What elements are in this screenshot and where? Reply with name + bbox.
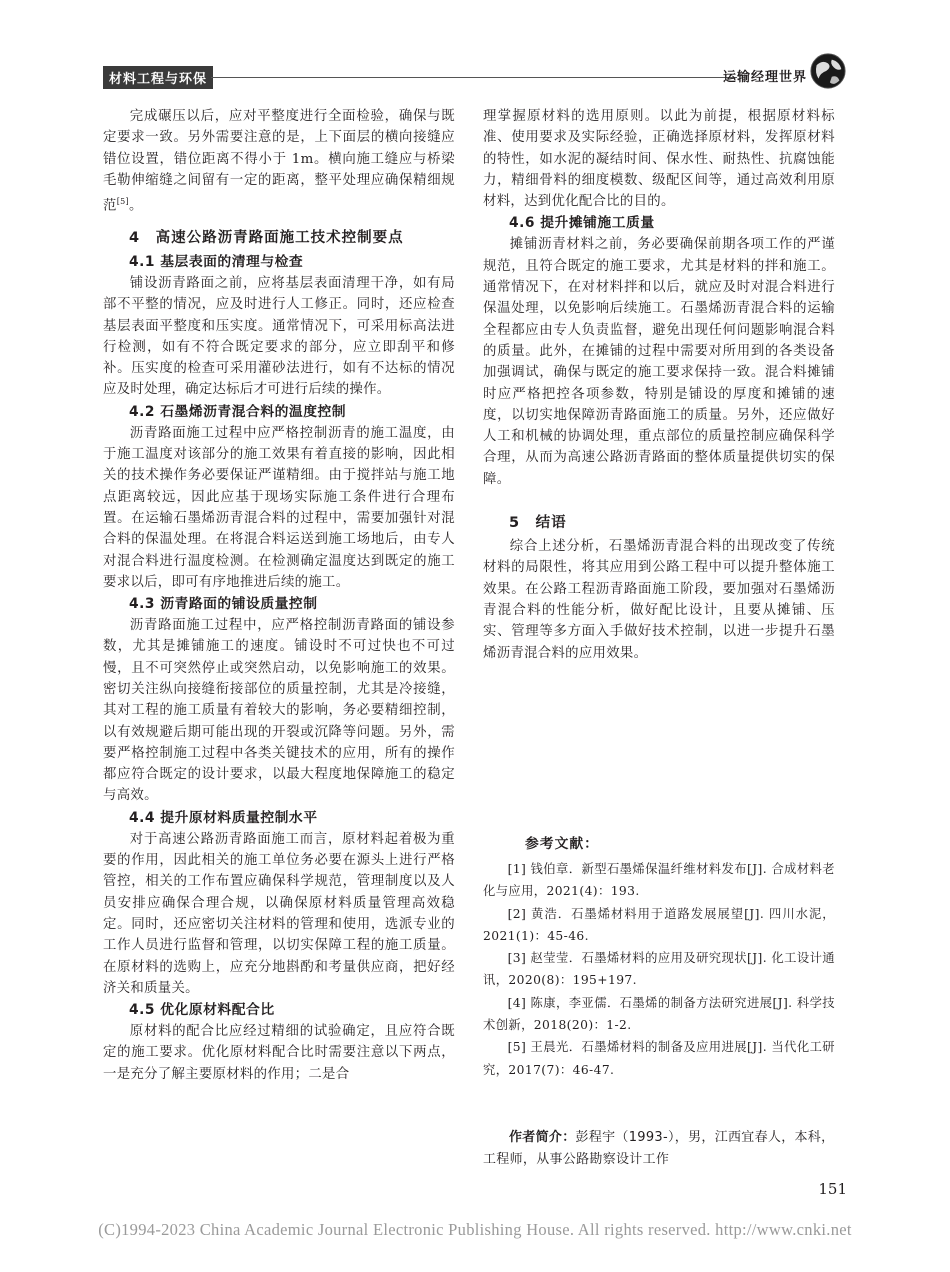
subsection-4-5-heading: 4.5 优化原材料配合比 (129, 1002, 275, 1019)
paragraph-4-5-continued: 理掌握原材料的选用原则。以此为前提，根据原材料标准、使用要求及实际经验，正确选择原材料，发挥原材料的特性，如水泥的凝结时间、保水性、耐热性、抗腐蚀能力，精细骨料的细度模数、级配区间等，通过高效利用原材料，达到优化配合比的目的。 (483, 109, 835, 210)
paragraph-4-3: 沥青路面施工过程中，应严格控制沥青路面的铺设参数，尤其是摊铺施工的速度。铺设时不可过快也不可过慢，且不可突然停止或突然启动，以免影响施工的效果。密切关注纵向接缝衔接部位的质量控制，尤其是冷接缝，其对工程的施工质量有着较大的影响，务必要精细控制，以有效规避后期可能出现的开裂或沉降等问题。另外，需要严格控制施工过程中各类关键技术的应用，所有的操作都应符合既定的设计要求，以最大程度地保障施工的稳定与高效。 (103, 618, 455, 804)
section-4-heading: 4 高速公路沥青路面施工技术控制要点 (129, 229, 404, 246)
header-rule (211, 77, 737, 78)
references-title: 参考文献： (525, 836, 599, 852)
paragraph-4-1: 铺设沥青路面之前，应将基层表面清理干净，如有局部不平整的情况，应及时进行人工修正。同时，还应检查基层表面平整度和压实度。通常情况下，可采用标高法进行检测，如有不符合既定要求的部分，应立即刮平和修补。压实度的检查可采用灌砂法进行，如有不达标的情况应及时处理，确定达标后才可进行后续的操作。 (103, 275, 455, 398)
page-number: 151 (818, 1180, 847, 1198)
paragraph-4-5: 原材料的配合比应经过精细的试验确定，且应符合既定的施工要求。优化原材料配合比时需要注意以下两点，一是充分了解主要原材料的作用；二是合 (103, 1024, 455, 1082)
reference-item: [1] 钱伯章．新型石墨烯保温纤维材料发布[J]. 合成材料老化与应用，2021(4)：193. (483, 862, 835, 899)
paragraph-continued: 完成碾压以后，应对平整度进行全面检验，确保与既定要求一致。另外需要注意的是，上下面层的横向接缝应错位设置，错位距离不得小于 1m。横向施工缝应与桥梁毛勒伸缩缝之间留有一定的距离，整平处理应确保精细规范[5]。 (103, 109, 455, 214)
paragraph-4-6: 摊铺沥青材料之前，务必要确保前期各项工作的严谨规范，且符合既定的施工要求，尤其是材料的拌和施工。通常情况下，在对材料拌和以后，就应及时对混合料进行保温处理，以免影响后续施工。石墨烯沥青混合料的运输全程都应由专人负责监督，避免出现任何问题影响混合料的质量。此外，在摊铺的过程中需要对所用到的各类设备加强调试，确保与既定的施工要求保持一致。混合料摊铺时应严格把控各项参数，特别是铺设的厚度和摊铺的速度，以切实地保障沥青路面施工的质量。另外，还应做好人工和机械的协调处理，重点部位的质量控制应确保科学合理，从而为高速公路沥青路面的整体质量提供切实的保障。 (483, 237, 835, 487)
paragraph-4-4: 对于高速公路沥青路面施工而言，原材料起着极为重要的作用，因此相关的施工单位务必要在源头上进行严格管控，相关的工作布置应确保科学规范，管理制度以及人员安排应确保合理合规，以确保原材料质量管理高效稳定。同时，还应密切关注材料的管理和使用，选派专业的工作人员进行监督和管理，以切实保障工程的施工质量。在原材料的选购上，应充分地斟酌和考量供应商，把好经济关和质量关。 (103, 831, 455, 996)
references (483, 832, 835, 1081)
section-5-heading: 5 结语 (509, 515, 567, 532)
subsection-4-4-heading: 4.4 提升原材料质量控制水平 (129, 809, 318, 826)
author-bio (483, 1127, 835, 1170)
copyright-footer: (C)1994-2023 China Academic Journal Electronic Publishing House. All rights reserved. http://www.cnki.net (98, 1220, 852, 1239)
reference-item: [4] 陈康，李亚儒．石墨烯的制备方法研究进展[J]. 科学技术创新，2018(20)：1-2. (483, 995, 835, 1033)
reference-item: [3] 赵莹莹．石墨烯材料的应用及研究现状[J]. 化工设计通讯，2020(8)：195+197. (483, 951, 835, 988)
author-text: 彭程宇（1993-），男，江西宜春人，本科，工程师，从事公路勘察设计工作 (483, 1130, 835, 1167)
subsection-4-2-heading: 4.2 石墨烯沥青混合料的温度控制 (129, 403, 347, 420)
subsection-4-1-heading: 4.1 基层表面的清理与检查 (129, 253, 304, 270)
journal-name: 运输经理世界 (722, 70, 807, 85)
section-label: 材料工程与环保 (103, 66, 213, 89)
right-column (483, 106, 835, 664)
reference-item: [2] 黄浩．石墨烯材料用于道路发展展望[J]. 四川水泥，2021(1)：45-46. (483, 906, 835, 943)
reference-item: [5] 王晨光．石墨烯材料的制备及应用进展[J]. 当代化工研究，2017(7)：46-47. (483, 1040, 835, 1077)
running-header (103, 64, 847, 94)
paragraph-4-2: 沥青路面施工过程中应严格控制沥青的施工温度，由于施工温度对该部分的施工效果有着直接的影响，因此相关的技术操作务必要保证严谨精细。由于搅拌站与施工地点距离较远，因此应基于现场实际施工条件进行合理布置。在运输石墨烯沥青混合料的过程中，需要加强针对混合料的保温处理。在将混合料运送到施工场地后，由专人对混合料进行温度检测。在检测确定温度达到既定的施工要求以后，即可有序地推进后续的施工。 (103, 425, 455, 590)
globe-icon (809, 52, 847, 90)
paragraph-conclusion: 综合上述分析，石墨烯沥青混合料的出现改变了传统材料的局限性，将其应用到公路工程中可以提升整体施工效果。在公路工程沥青路面施工阶段，要加强对石墨烯沥青混合料的性能分析，做好配比设计，且要从摊铺、压实、管理等多方面入手做好技术控制，以进一步提升石墨烯沥青混合料的应用效果。 (483, 539, 835, 661)
author-label: 作者简介： (509, 1130, 576, 1145)
left-column (103, 106, 455, 1085)
subsection-4-6-heading: 4.6 提升摊铺施工质量 (509, 215, 655, 232)
subsection-4-3-heading: 4.3 沥青路面的铺设质量控制 (129, 596, 318, 613)
